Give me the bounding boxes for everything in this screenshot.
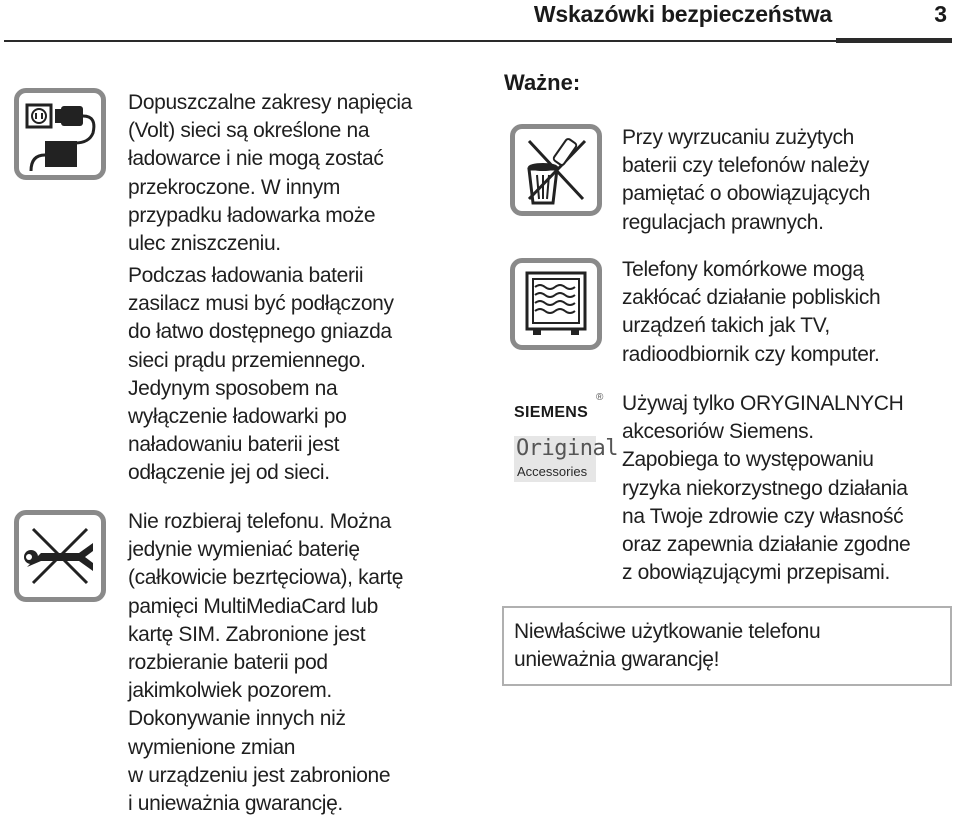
logo-brand: SIEMENS xyxy=(514,404,589,421)
page-header-title: Wskazówki bezpieczeństwa xyxy=(533,1,832,27)
wrench-crossed-icon xyxy=(14,510,106,602)
charging-instructions-text: Podczas ładowania baterii zasilacz musi być podłączony do łatwo dostępnego gniazda sieci prądu przemiennego. Jedynym sposobem na wyłączenie ładowarki po naładowaniu baterii jest odłączenie jej od sieci. xyxy=(128,264,394,485)
header-rule-accent xyxy=(836,38,952,43)
warranty-notice-box xyxy=(502,606,952,686)
header-rule xyxy=(4,40,952,42)
logo-registered-mark: ® xyxy=(596,392,604,403)
battery-disposal-text: Przy wyrzucaniu zużytych baterii czy telefonów należy pamiętać o obowiązujących regulacjach prawnych. xyxy=(622,126,871,234)
trash-bin-crossed-icon xyxy=(510,124,602,216)
warranty-notice-text: Niewłaściwe użytkowanie telefonu unieważnia gwarancję! xyxy=(514,620,821,671)
page-number: 3 xyxy=(934,1,947,27)
logo-accessories-text: Accessories xyxy=(517,464,588,479)
logo-original-text: Original xyxy=(516,436,618,461)
tv-interference-icon xyxy=(510,258,602,350)
original-accessories-text: Używaj tylko ORYGINALNYCH akcesoriów Siemens. Zapobiega to występowaniu ryzyka niekorzystnego działania na Twoje zdrowie czy własność oraz zapewnia działanie zgodne z obowiązującymi przepisami. xyxy=(622,392,911,585)
siemens-original-accessories-logo xyxy=(512,392,618,488)
interference-warning-text: Telefony komórkowe mogą zakłócać działanie pobliskich urządzeń takich jak TV, radioodbiornik czy komputer. xyxy=(622,258,881,366)
important-label: Ważne: xyxy=(504,70,581,95)
charger-plug-icon xyxy=(14,88,106,180)
voltage-warning-text: Dopuszczalne zakresy napięcia (Volt) sieci są określone na ładowarce i nie mogą zostać przekroczone. W innym przypadku ładowarka może ulec zniszczeniu. xyxy=(128,91,413,256)
disassembly-warning-text: Nie rozbieraj telefonu. Można jedynie wymieniać baterię (całkowicie bezrtęciowa), kartę pamięci MultiMediaCard lub kartę SIM. Zabronione jest rozbieranie baterii pod jakimkolwiek pozorem. Dokonywanie innych niż wymienione zmian w urządzeniu jest zabronione i unieważnia gwarancję. xyxy=(128,510,404,816)
